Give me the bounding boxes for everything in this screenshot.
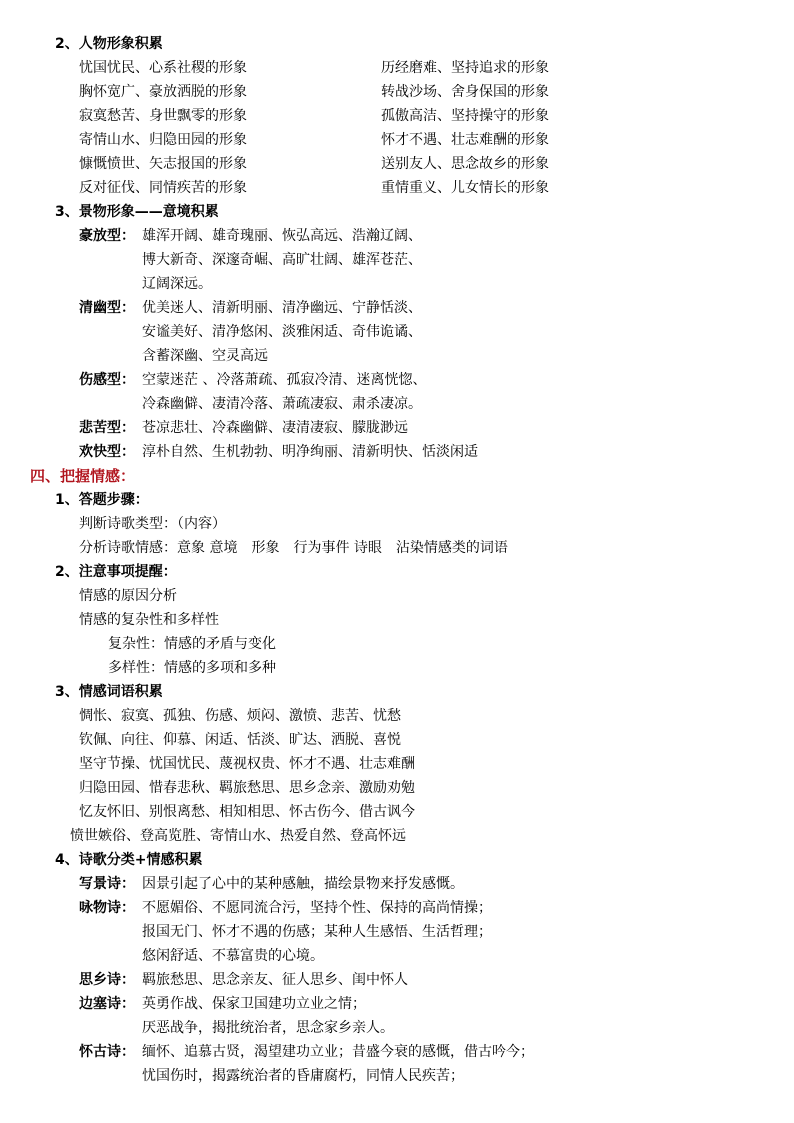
section-heading-answer-steps: 1、答题步骤： (55, 492, 149, 508)
list-item: 情感的复杂性和多样性 (79, 612, 219, 628)
term-line: 含蓄深幽、空灵高远 (142, 348, 268, 364)
list-item: 钦佩、向往、仰慕、闲适、恬淡、旷达、洒脱、喜悦 (79, 732, 401, 748)
term-line: 报国无门、怀才不遇的伤感；某种人生感悟、生活哲理； (142, 924, 492, 940)
part-heading-grasp-emotion: 四、把握情感： (30, 467, 136, 485)
term-label: 清幽型： (79, 300, 135, 316)
term-label: 豪放型： (79, 228, 135, 244)
section-heading-character-images: 2、人物形象积累 (55, 36, 163, 52)
term-line: 英勇作战、保家卫国建功立业之情； (142, 996, 366, 1012)
image-right: 孤傲高洁、坚持操守的形象 (381, 108, 549, 124)
list-item (79, 128, 779, 152)
term-label: 悲苦型： (79, 420, 135, 436)
image-left: 寄情山水、归隐田园的形象 (79, 132, 247, 148)
section-heading-emotion-words: 3、情感词语积累 (55, 684, 163, 700)
term-line: 缅怀、追慕古贤，渴望建功立业；昔盛今衰的感慨，借古吟今； (142, 1044, 534, 1060)
list-item: 分析诗歌情感：意象 意境 形象 行为事件 诗眼 沾染情感类的词语 (79, 540, 508, 556)
list-item (79, 80, 779, 104)
term-line: 苍凉悲壮、冷森幽僻、凄清凄寂、朦胧渺远 (142, 420, 408, 436)
image-left: 慷慨愤世、矢志报国的形象 (79, 156, 247, 172)
term-label: 边塞诗： (79, 996, 135, 1012)
list-item: 归隐田园、惜春悲秋、羁旅愁思、思乡念亲、激励劝勉 (79, 780, 415, 796)
list-item: 情感的原因分析 (79, 588, 177, 604)
term-label: 伤感型： (79, 372, 135, 388)
term-line: 辽阔深远。 (142, 276, 212, 292)
term-label: 怀古诗： (79, 1044, 135, 1060)
list-item (79, 176, 779, 200)
image-left: 胸怀宽广、豪放洒脱的形象 (79, 84, 247, 100)
term-line: 安谧美好、清净悠闲、淡雅闲适、奇伟诡谲、 (142, 324, 422, 340)
section-heading-poem-types: 4、诗歌分类+情感积累 (55, 852, 203, 868)
sub-list-item: 多样性：情感的多项和多种 (108, 660, 276, 676)
list-item (79, 152, 779, 176)
list-item: 坚守节操、忧国忧民、蔑视权贵、怀才不遇、壮志难酬 (79, 756, 415, 772)
term-line: 忧国伤时，揭露统治者的昏庸腐朽，同情人民疾苦； (142, 1068, 464, 1084)
section-heading-notes: 2、注意事项提醒： (55, 564, 177, 580)
term-line: 厌恶战争，揭批统治者，思念家乡亲人。 (142, 1020, 394, 1036)
term-line: 冷森幽僻、凄清冷落、萧疏凄寂、肃杀凄凉。 (142, 396, 422, 412)
list-item: 愤世嫉俗、登高览胜、寄情山水、热爱自然、登高怀远 (70, 828, 406, 844)
image-right: 历经磨难、坚持追求的形象 (381, 60, 549, 76)
term-line: 不愿媚俗、不愿同流合污，坚持个性、保持的高尚情操； (142, 900, 492, 916)
image-right: 送别友人、思念故乡的形象 (381, 156, 549, 172)
image-right: 转战沙场、舍身保国的形象 (381, 84, 549, 100)
list-item: 忆友怀旧、别恨离愁、相知相思、怀古伤今、借古讽今 (79, 804, 415, 820)
term-label: 咏物诗： (79, 900, 135, 916)
image-left: 寂寞愁苦、身世飘零的形象 (79, 108, 247, 124)
list-item (79, 56, 779, 80)
list-item (79, 104, 779, 128)
list-item: 惆怅、寂寞、孤独、伤感、烦闷、激愤、悲苦、忧愁 (79, 708, 401, 724)
image-left: 反对征伐、同情疾苦的形象 (79, 180, 247, 196)
term-line: 空蒙迷茫 、冷落萧疏、孤寂冷清、迷离恍惚、 (142, 372, 427, 388)
sub-list-item: 复杂性：情感的矛盾与变化 (108, 636, 276, 652)
term-label: 思乡诗： (79, 972, 135, 988)
term-line: 雄浑开阔、雄奇瑰丽、恢弘高远、浩瀚辽阔、 (142, 228, 422, 244)
term-label: 欢快型： (79, 444, 135, 460)
term-line: 羁旅愁思、思念亲友、征人思乡、闺中怀人 (142, 972, 408, 988)
term-label: 写景诗： (79, 876, 135, 892)
image-right: 重情重义、儿女情长的形象 (381, 180, 549, 196)
term-line: 因景引起了心中的某种感触，描绘景物来抒发感慨。 (142, 876, 464, 892)
section-heading-scenery-images: 3、景物形象——意境积累 (55, 204, 219, 220)
image-left: 忧国忧民、心系社稷的形象 (79, 60, 247, 76)
term-line: 淳朴自然、生机勃勃、明净绚丽、清新明快、恬淡闲适 (142, 444, 478, 460)
term-line: 博大新奇、深邃奇崛、高旷壮阔、雄浑苍茫、 (142, 252, 422, 268)
image-right: 怀才不遇、壮志难酬的形象 (381, 132, 549, 148)
term-line: 优美迷人、清新明丽、清净幽远、宁静恬淡、 (142, 300, 422, 316)
list-item: 判断诗歌类型：（内容） (79, 516, 226, 532)
term-line: 悠闲舒适、不慕富贵的心境。 (142, 948, 324, 964)
